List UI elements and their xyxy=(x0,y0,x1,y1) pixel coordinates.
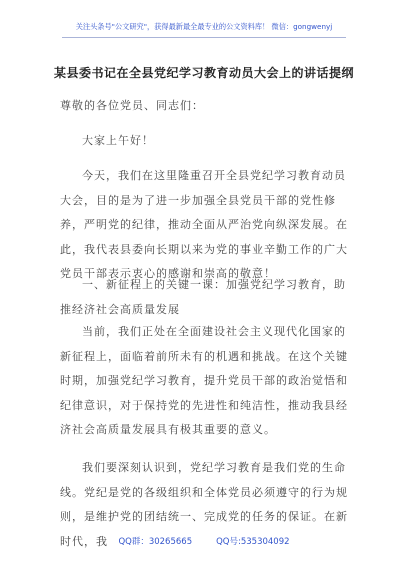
salutation: 大家上午好！ xyxy=(82,134,154,147)
greeting: 尊敬的各位党员、同志们： xyxy=(60,99,204,112)
header-divider xyxy=(62,37,346,38)
footer-qq-number: QQ号:535304092 xyxy=(216,537,290,547)
footer-contact xyxy=(0,535,408,547)
section-heading-1: 一、新征程上的关键一课：加强党纪学习教育，助推经济社会高质量发展 xyxy=(60,278,346,316)
paragraph-section-1-cont: 我们要深刻认识到，党纪学习教育是我们党的生命线。党纪是党的各级组织和全体党员必须遵守的行为规则，是维护党的团结统一、完成党的任务的保证。在新时代，我 xyxy=(60,461,348,548)
paragraph-section-1: 当前，我们正处在全面建设社会主义现代化国家的新征程上，面临着前所未有的机遇和挑战。在这个关键时期，加强党纪学习教育，提升党员干部的政治觉悟和纪律意识，对于保持党的先进性和纯洁性，推动我县经济社会高质量发展具有极其重要的意义。 xyxy=(60,325,348,436)
document-title: 某县委书记在全县党纪学习教育动员大会上的讲话提纲 xyxy=(53,66,354,80)
footer-qq-group: QQ群：30265665 xyxy=(118,537,193,547)
paragraph-opening: 今天，我们在这里隆重召开全县党纪学习教育动员大会，目的是为了进一步加强全县党员干部的党性修养，严明党的纪律，推动全面从严治党向纵深发展。在此，我代表县委向长期以来为党的事业辛勤工作的广大党员干部表示衷心的感谢和崇高的敬意！ xyxy=(60,169,348,280)
header-banner: 关注头条号"公文研究"，获得最新最全最专业的公文资料库！ 微信：gongwenyj xyxy=(75,22,333,31)
